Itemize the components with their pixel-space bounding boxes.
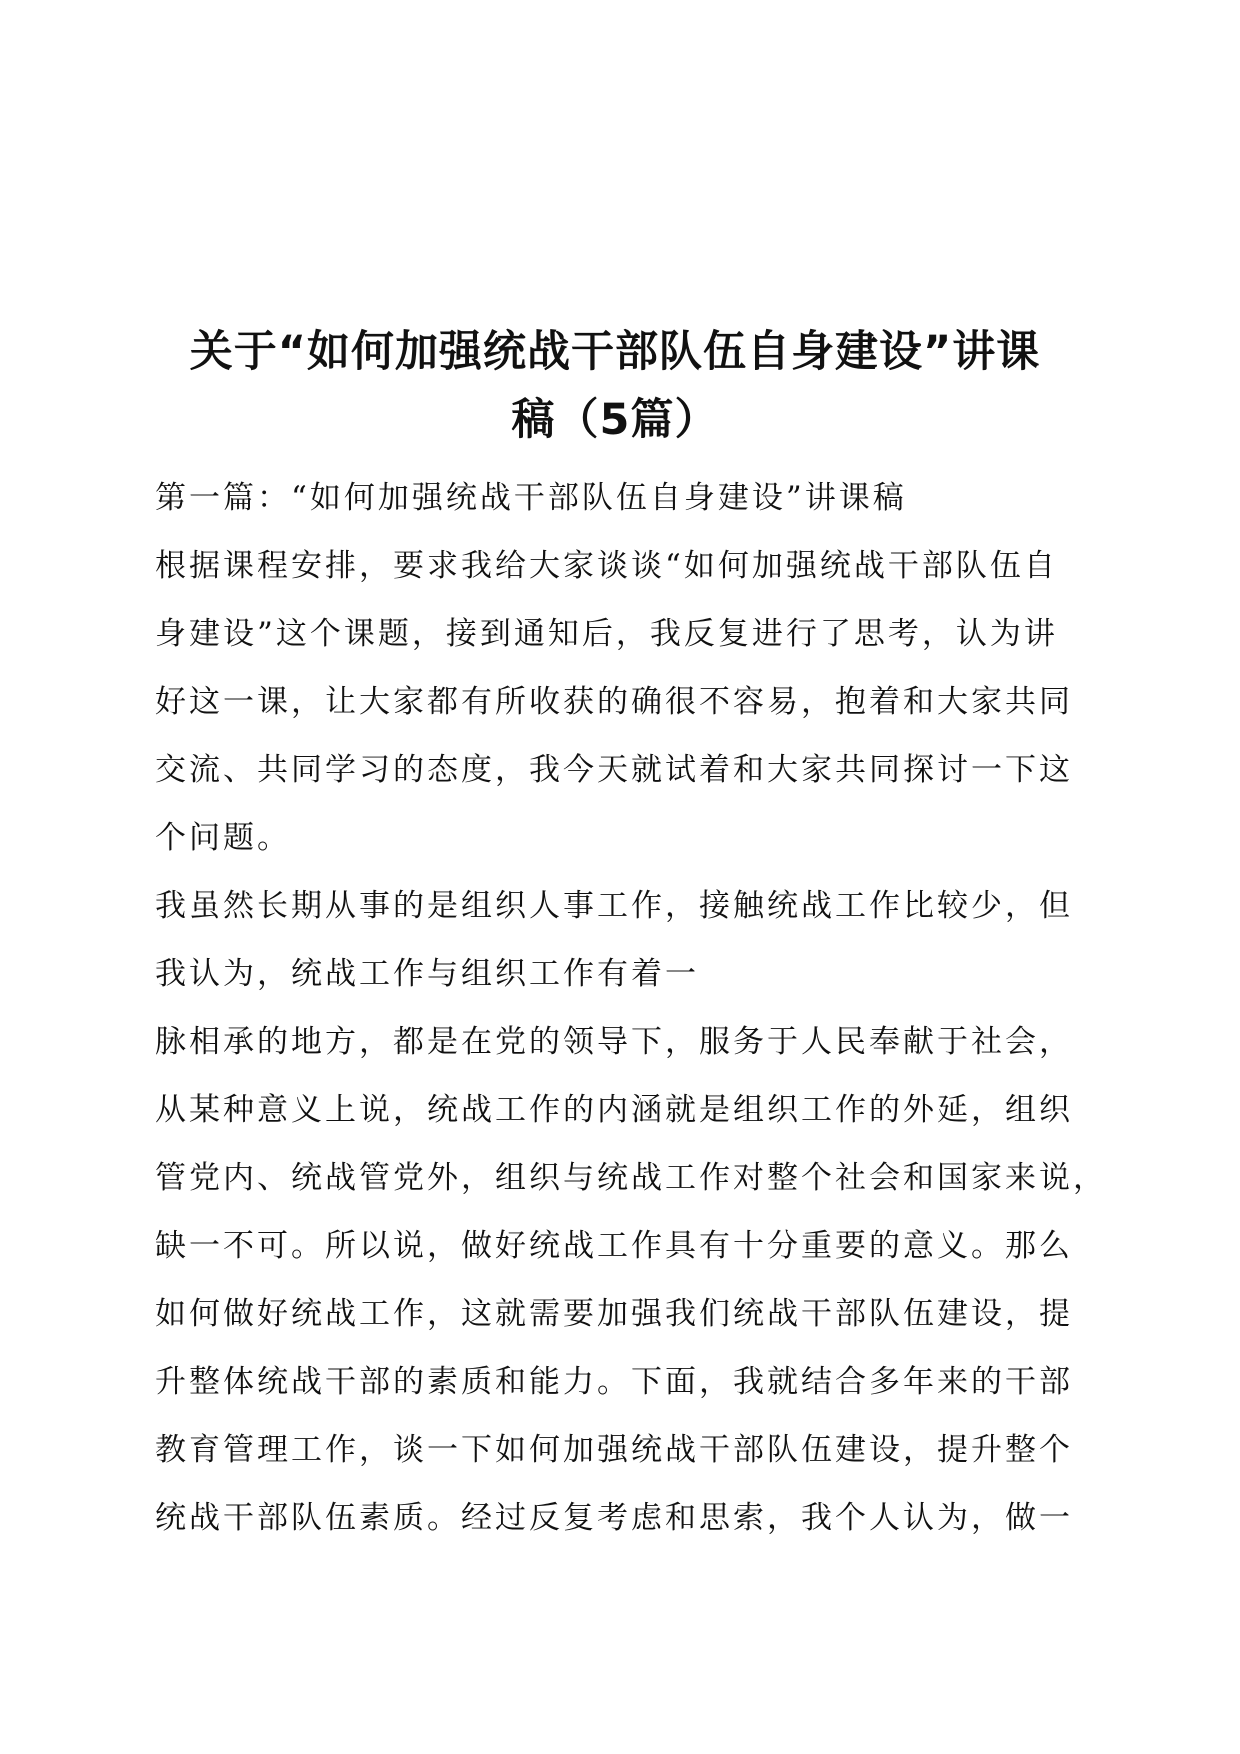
document-body bbox=[155, 464, 1107, 1552]
body-line: 好这一课，让大家都有所收获的确很不容易，抱着和大家共同 bbox=[155, 684, 1073, 720]
title-line-1: 关于“如何加强统战干部队伍自身建设”讲课 bbox=[189, 327, 1041, 377]
document-title bbox=[150, 318, 1080, 454]
section-heading: 第一篇：“如何加强统战干部队伍自身建设”讲课稿 bbox=[155, 480, 907, 516]
body-line: 从某种意义上说，统战工作的内涵就是组织工作的外延，组织 bbox=[155, 1092, 1073, 1128]
body-line: 教育管理工作，谈一下如何加强统战干部队伍建设，提升整个 bbox=[155, 1432, 1073, 1468]
body-line: 个问题。 bbox=[155, 820, 291, 856]
title-line-2: 稿（5篇） bbox=[511, 395, 719, 445]
body-line: 交流、共同学习的态度，我今天就试着和大家共同探讨一下这 bbox=[155, 752, 1073, 788]
body-line: 统战干部队伍素质。经过反复考虑和思索，我个人认为，做一 bbox=[155, 1500, 1073, 1536]
body-line: 如何做好统战工作，这就需要加强我们统战干部队伍建设，提 bbox=[155, 1296, 1073, 1332]
body-line: 我虽然长期从事的是组织人事工作，接触统战工作比较少，但 bbox=[155, 888, 1073, 924]
body-line: 管党内、统战管党外，组织与统战工作对整个社会和国家来说， bbox=[155, 1160, 1107, 1196]
body-line: 身建设”这个课题，接到通知后，我反复进行了思考，认为讲 bbox=[155, 616, 1058, 652]
body-line: 根据课程安排，要求我给大家谈谈“如何加强统战干部队伍自 bbox=[155, 548, 1058, 584]
body-line: 我认为，统战工作与组织工作有着一 bbox=[155, 956, 699, 992]
body-line: 缺一不可。所以说，做好统战工作具有十分重要的意义。那么 bbox=[155, 1228, 1073, 1264]
body-line: 脉相承的地方，都是在党的领导下，服务于人民奉献于社会， bbox=[155, 1024, 1073, 1060]
body-line: 升整体统战干部的素质和能力。下面，我就结合多年来的干部 bbox=[155, 1364, 1073, 1400]
